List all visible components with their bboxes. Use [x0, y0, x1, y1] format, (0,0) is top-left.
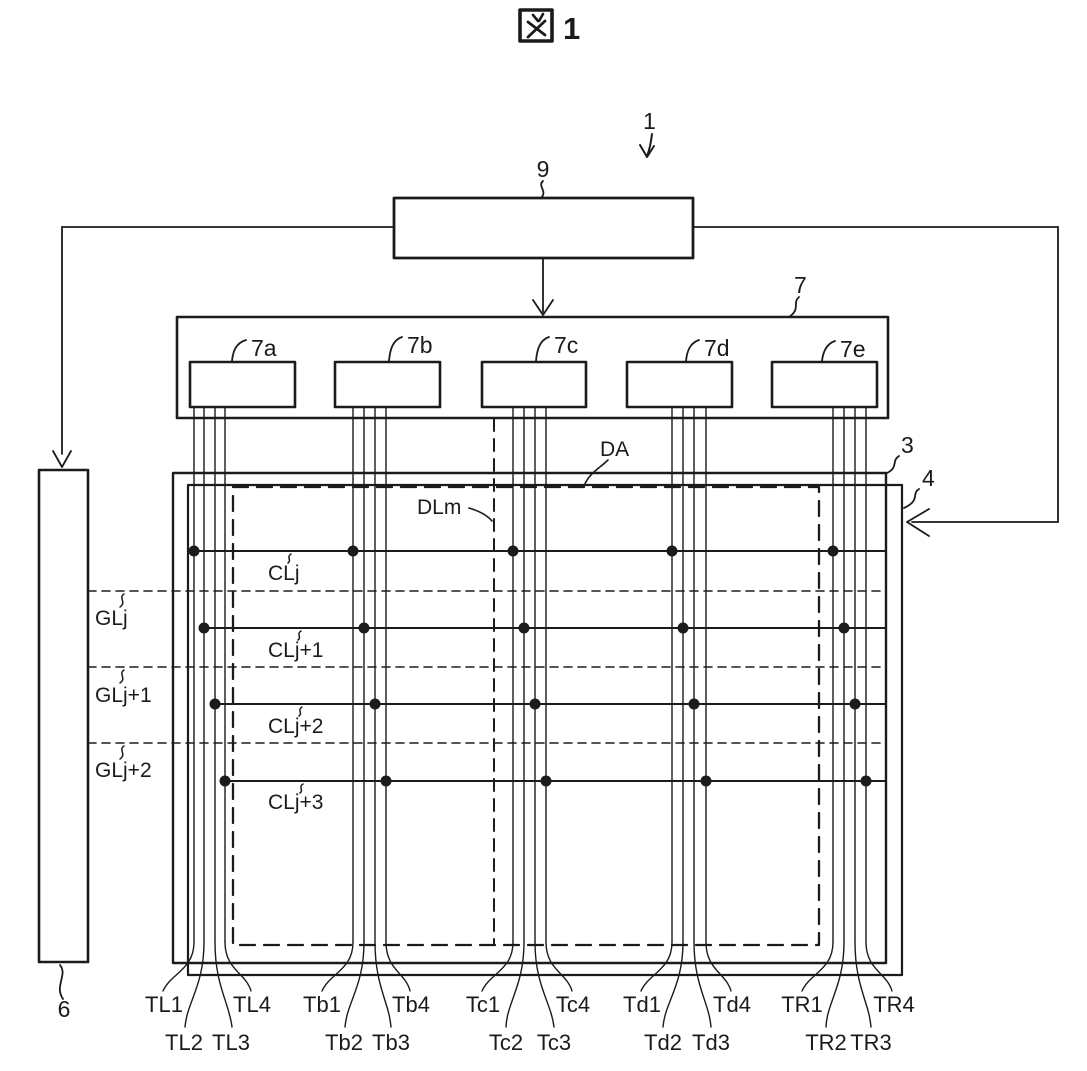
driver-block-ref-label: 7 — [794, 272, 807, 298]
contact-dot — [381, 776, 392, 787]
contact-dot — [348, 546, 359, 557]
system-ref-group — [640, 108, 656, 157]
terminal-tl1: TL1 — [145, 992, 183, 1017]
terminal-tb4: Tb4 — [392, 992, 430, 1017]
common-line-clj1-label: CLj+1 — [268, 639, 324, 662]
gate-driver-box — [39, 470, 88, 962]
data-line-label: DLm — [417, 496, 462, 519]
driver-chip-7b-label: 7b — [407, 332, 433, 358]
contact-dot — [701, 776, 712, 787]
leader-7e — [822, 341, 835, 361]
driver-chip-7b — [335, 362, 440, 407]
gate-driver-ref-label: 6 — [57, 996, 71, 1022]
contact-dot — [370, 699, 381, 710]
contact-dot — [508, 546, 519, 557]
figure-number: 1 — [563, 11, 581, 46]
terminal-tb1: Tb1 — [303, 992, 341, 1017]
figure-title — [520, 10, 580, 46]
driver-chip-7e — [772, 362, 877, 407]
leader-7b — [389, 337, 402, 361]
contact-dot — [519, 623, 530, 634]
terminal-tb3: Tb3 — [372, 1030, 410, 1055]
display-area-label: DA — [600, 438, 630, 461]
driver-chip-7e-label: 7e — [840, 336, 866, 362]
terminal-td4: Td4 — [713, 992, 751, 1017]
terminal-tc1: Tc1 — [465, 992, 501, 1017]
driver-chip-7a — [190, 362, 295, 407]
contact-dot — [220, 776, 231, 787]
contact-dot — [678, 623, 689, 634]
gate-line-glj2-label: GLj+2 — [95, 759, 152, 782]
glj1-leader — [120, 670, 124, 683]
terminal-tr4: TR4 — [873, 992, 915, 1017]
glj-leader — [120, 594, 124, 607]
contact-dot — [850, 699, 861, 710]
contact-dot — [541, 776, 552, 787]
driver-chip-7d — [627, 362, 732, 407]
gate-driver-ref-leader — [60, 965, 63, 999]
driver-block-ref-leader — [789, 297, 799, 317]
terminal-tc3: Tc3 — [536, 1030, 572, 1055]
system-ref-label: 1 — [643, 108, 656, 134]
driver-chips — [190, 362, 877, 407]
contact-dot — [210, 699, 221, 710]
kanji-zu-glyph — [520, 10, 552, 41]
terminal-labels — [145, 992, 915, 1055]
contact-dot — [689, 699, 700, 710]
terminal-tl2: TL2 — [165, 1030, 203, 1055]
terminal-tc4: Tc4 — [555, 992, 591, 1017]
gate-line-labels — [95, 607, 152, 782]
terminal-td3: Td3 — [692, 1030, 730, 1055]
panel-substrate-ref-label: 3 — [901, 432, 914, 458]
common-line-clj2-label: CLj+2 — [268, 715, 324, 738]
contact-dot — [861, 776, 872, 787]
glj2-leader — [120, 746, 124, 759]
leader-7c — [536, 337, 549, 361]
contact-dot — [189, 546, 200, 557]
controller-ref-label: 9 — [536, 156, 550, 182]
common-line-clj-label: CLj — [268, 562, 300, 585]
driver-chip-7d-label: 7d — [704, 335, 730, 361]
driver-chip-7c-label: 7c — [554, 332, 579, 358]
contact-dot — [359, 623, 370, 634]
terminal-tr3: TR3 — [850, 1030, 892, 1055]
panel-substrate-ref-leader — [887, 456, 899, 473]
driver-chip-labels — [251, 332, 866, 362]
terminal-td1: Td1 — [623, 992, 661, 1017]
terminal-tl3: TL3 — [212, 1030, 250, 1055]
controller-ref-leader — [541, 181, 543, 198]
gate-line-glj-label: GLj — [95, 607, 128, 630]
leader-7d — [686, 340, 699, 361]
terminal-tr1: TR1 — [781, 992, 823, 1017]
common-line-clj3-label: CLj+3 — [268, 791, 324, 814]
system-ref-arrowhead — [640, 145, 654, 157]
driver-chip-label-leaders — [232, 337, 835, 361]
controller-box — [394, 198, 693, 258]
terminal-tb2: Tb2 — [325, 1030, 363, 1055]
leader-7a — [232, 340, 246, 361]
contact-dot — [667, 546, 678, 557]
contact-dot — [839, 623, 850, 634]
driver-chip-7a-label: 7a — [251, 335, 277, 361]
driver-block — [177, 317, 888, 418]
driver-chip-7c — [482, 362, 586, 407]
contact-dot — [828, 546, 839, 557]
gate-line-glj1-label: GLj+1 — [95, 684, 152, 707]
terminal-td2: Td2 — [644, 1030, 682, 1055]
terminal-tc2: Tc2 — [488, 1030, 524, 1055]
terminal-tr2: TR2 — [805, 1030, 847, 1055]
contact-dot — [199, 623, 210, 634]
counter-substrate-ref-leader — [904, 489, 919, 508]
counter-substrate-ref-label: 4 — [922, 465, 935, 491]
contact-dot — [530, 699, 541, 710]
terminal-tl4: TL4 — [233, 992, 271, 1017]
